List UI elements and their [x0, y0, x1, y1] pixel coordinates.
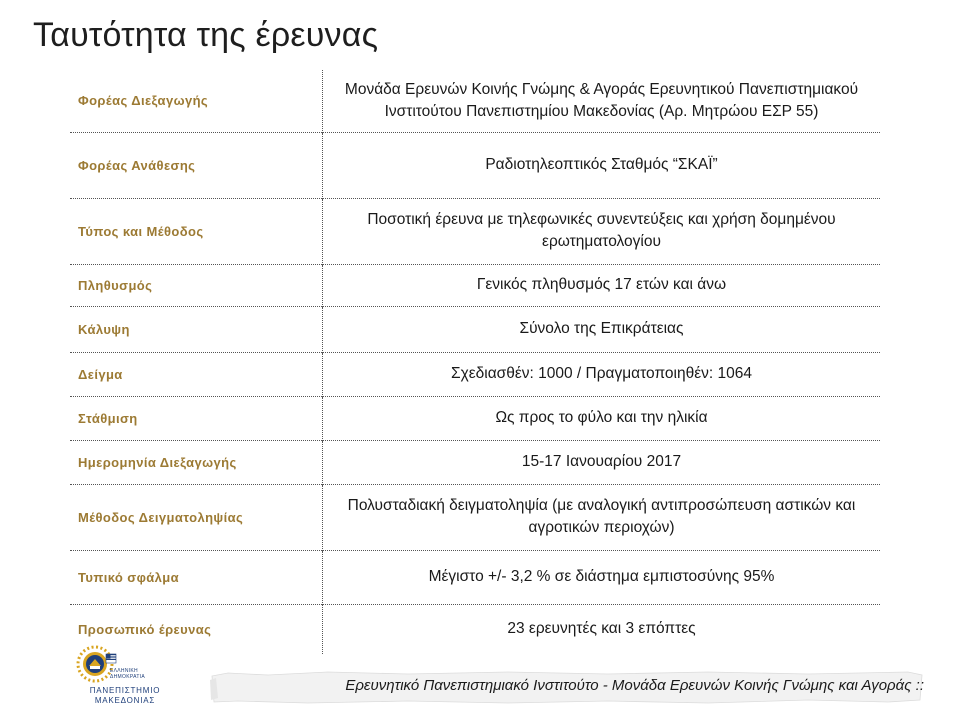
page-title: Ταυτότητα της έρευνας — [33, 16, 379, 54]
university-name-line: ΜΑΚΕΔΟΝΙΑΣ — [94, 696, 156, 705]
row-value: 23 ερευνητές και 3 επόπτες — [507, 620, 696, 638]
row-label: Πληθυσμός — [70, 264, 323, 306]
row-label: Φορέας Διεξαγωγής — [70, 70, 323, 132]
row-value: Σύνολο της Επικράτειας — [519, 320, 684, 337]
university-name-line: ΠΑΝΕΠΙΣΤΗΜΙΟ — [89, 686, 161, 695]
row-label: Τύπος και Μέθοδος — [70, 198, 323, 264]
table-row — [70, 264, 880, 306]
footer-text: Ερευνητικό Πανεπιστημιακό Ινστιτούτο - Μονάδα Ερευνών Κοινής Γνώμης και Αγοράς :: — [345, 677, 924, 694]
survey-identity-table — [70, 70, 880, 654]
row-label: Προσωπικό έρευνας — [70, 604, 323, 654]
table-row — [70, 440, 880, 484]
row-value: Μονάδα Ερευνών Κοινής Γνώμης & Αγοράς Ερευνητικού Πανεπιστημιακού Ινστιτούτου Πανεπιστημίου Μακεδονίας (Αρ. Μητρώου ΕΣΡ 55) — [344, 80, 859, 120]
table-row — [70, 604, 880, 654]
table-row — [70, 484, 880, 550]
sun-emblem-icon — [78, 647, 112, 681]
row-value: Ποσοτική έρευνα με τηλεφωνικές συνεντεύξεις και χρήση δομημένου ερωτηματολογίου — [367, 211, 836, 250]
table-row — [70, 198, 880, 264]
row-label: Φορέας Ανάθεσης — [70, 132, 323, 198]
table-row — [70, 396, 880, 440]
table-row — [70, 550, 880, 604]
table-row — [70, 306, 880, 352]
table-row — [70, 352, 880, 396]
row-value: Ως προς το φύλο και την ηλικία — [495, 409, 708, 426]
row-label: Ημερομηνία Διεξαγωγής — [70, 440, 323, 484]
row-value: Μέγιστο +/- 3,2 % σε διάστημα εμπιστοσύνης 95% — [428, 568, 775, 585]
row-value: Ραδιοτηλεοπτικός Σταθμός “ΣΚΑΪ” — [485, 156, 718, 173]
greek-flag-icon — [106, 654, 116, 663]
row-label: Στάθμιση — [70, 396, 323, 440]
row-label: Τυπικό σφάλμα — [70, 550, 323, 604]
university-name — [60, 686, 190, 706]
table-row — [70, 132, 880, 198]
row-value: Γενικός πληθυσμός 17 ετών και άνω — [476, 276, 727, 293]
row-value: Πολυσταδιακή δειγματοληψία (με αναλογική αντιπροσώπευση αστικών και αγροτικών περιοχών) — [347, 497, 856, 536]
gov-line: ΕΛΛΗΝΙΚΗ — [110, 668, 138, 674]
row-value: 15-17 Ιανουαρίου 2017 — [521, 453, 682, 470]
row-label: Κάλυψη — [70, 306, 323, 352]
gov-line: ΔΗΜΟΚΡΑΤΙΑ — [110, 674, 146, 680]
row-value: Σχεδιασθέν: 1000 / Πραγματοποιηθέν: 1064 — [451, 365, 752, 382]
table-row — [70, 70, 880, 132]
row-label: Δείγμα — [70, 352, 323, 396]
row-label: Μέθοδος Δειγματοληψίας — [70, 484, 323, 550]
government-label — [110, 668, 145, 680]
